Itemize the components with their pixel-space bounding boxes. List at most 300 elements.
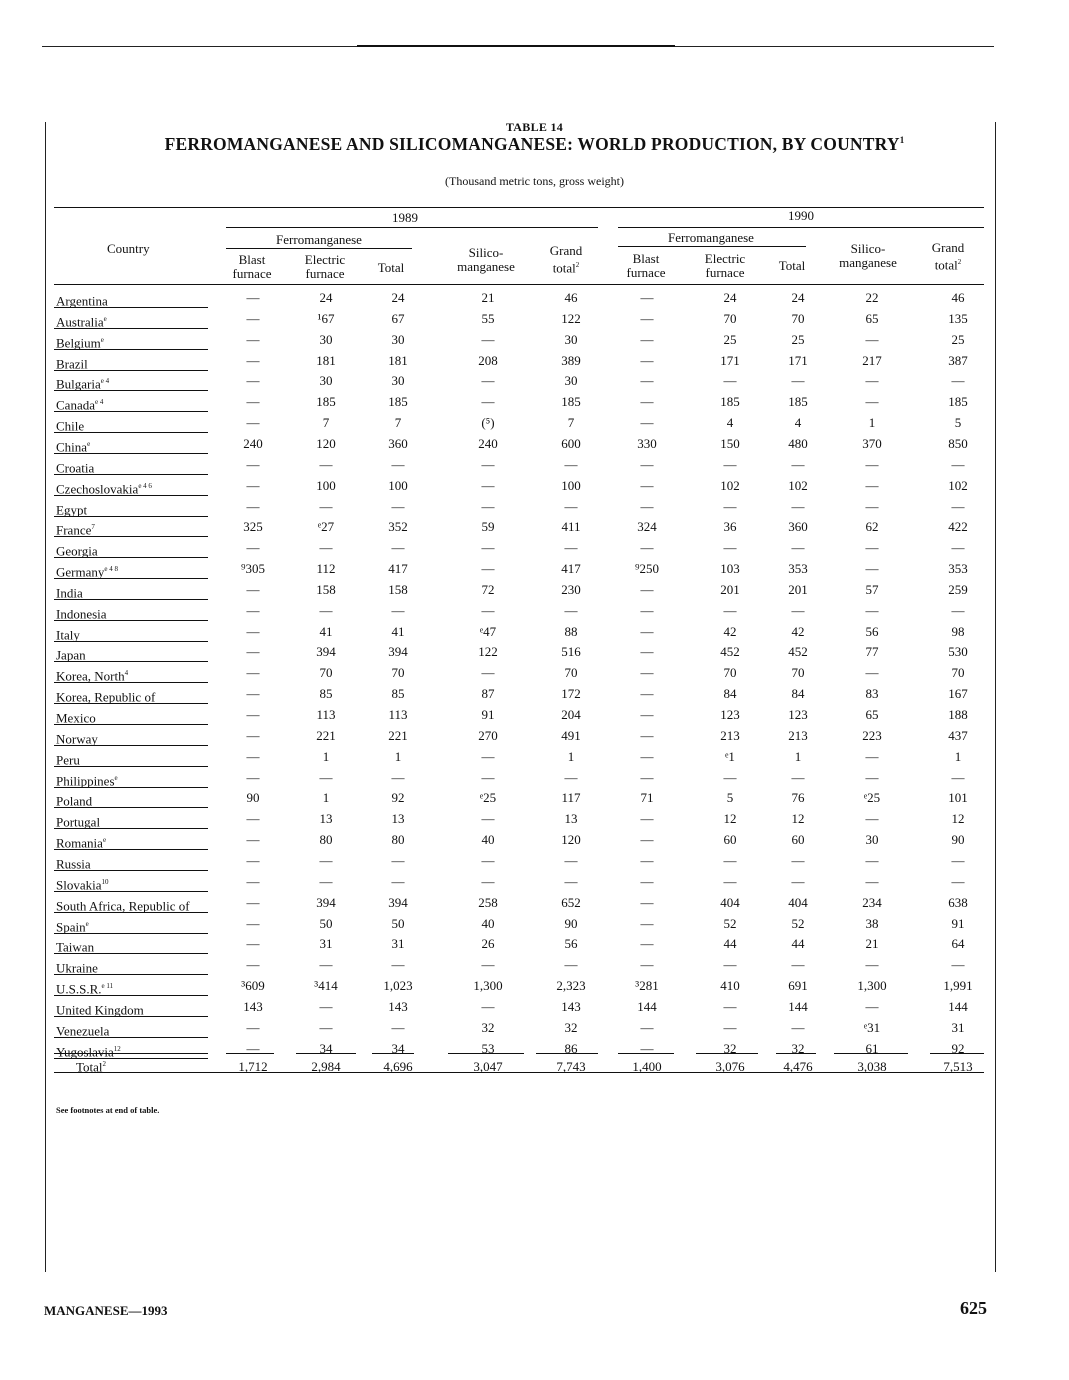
value-cell: 102: [788, 477, 808, 493]
value-cell: ᵉ31: [863, 1019, 881, 1035]
value-cell: —: [791, 498, 805, 514]
country-name: China: [56, 439, 88, 455]
value-cell: 70: [951, 665, 965, 681]
value-cell: 55: [481, 310, 495, 326]
row-underline: [54, 370, 208, 371]
value-cell: —: [640, 1040, 654, 1056]
value-cell: 353: [788, 561, 808, 577]
value-cell: 117: [561, 790, 581, 806]
row-underline: [54, 307, 208, 308]
table-row: [0, 686, 1069, 707]
value-cell: —: [246, 373, 260, 389]
value-cell: —: [246, 665, 260, 681]
country-name: Argentina: [56, 293, 108, 309]
value-cell: 60: [791, 832, 805, 848]
value-cell: 480: [788, 435, 808, 451]
top-rule-accent: [357, 45, 675, 47]
value-cell: 56: [865, 623, 879, 639]
value-cell: —: [951, 602, 965, 618]
value-cell: —: [791, 769, 805, 785]
value-cell: 394: [316, 894, 336, 910]
value-cell: —: [723, 873, 737, 889]
value-cell: 217: [862, 352, 882, 368]
value-cell: —: [391, 1019, 405, 1035]
value-cell: 123: [788, 707, 808, 722]
value-cell: —: [640, 686, 654, 702]
value-cell: —: [865, 852, 879, 868]
value-cell: ᵉ1: [725, 748, 735, 764]
value-cell: —: [391, 852, 405, 868]
country-note: e 4: [94, 398, 104, 407]
value-cell: —: [481, 394, 495, 410]
value-cell: 26: [481, 936, 495, 952]
total-rule-c7: [696, 1053, 758, 1054]
total-rule-c9: [834, 1053, 908, 1054]
country-name: United Kingdom: [56, 1002, 144, 1018]
value-cell: 516: [561, 644, 581, 660]
row-underline: [54, 995, 208, 996]
value-cell: 1,300: [857, 978, 887, 994]
row-underline: [54, 1037, 208, 1038]
country-name: Korea, North: [56, 668, 125, 684]
value-cell: ¹67: [317, 310, 335, 326]
value-cell: —: [865, 394, 879, 410]
value-cell: —: [865, 331, 879, 347]
table-row: [0, 394, 1069, 415]
value-cell: 223: [862, 727, 882, 743]
header-bottom-rule: [54, 284, 984, 285]
page-number: 625: [960, 1298, 987, 1318]
header-electric-1990: Electric furnace: [704, 251, 746, 280]
value-cell: —: [865, 456, 879, 472]
country-note: 7: [91, 523, 95, 532]
value-cell: 46: [951, 290, 965, 305]
value-cell: 4,696: [383, 1059, 413, 1074]
value-cell: 64: [951, 936, 965, 952]
value-cell: 208: [478, 352, 498, 368]
value-cell: 80: [391, 832, 405, 848]
value-cell: —: [246, 290, 260, 305]
value-cell: —: [319, 852, 333, 868]
value-cell: —: [640, 811, 654, 827]
value-cell: 44: [723, 936, 737, 952]
value-cell: —: [640, 352, 654, 368]
value-cell: 185: [948, 394, 968, 410]
value-cell: —: [246, 310, 260, 326]
country-note: e: [103, 314, 107, 323]
value-cell: 4,476: [783, 1059, 813, 1074]
row-underline: [54, 411, 208, 412]
country-name: Total: [76, 1059, 103, 1075]
value-cell: —: [951, 456, 965, 472]
total-rule-c6: [618, 1053, 674, 1054]
value-cell: —: [951, 498, 965, 514]
value-cell: —: [951, 540, 965, 556]
value-cell: 221: [316, 727, 336, 743]
value-cell: —: [246, 1040, 260, 1056]
row-underline: [54, 849, 208, 850]
table-row: [0, 728, 1069, 749]
row-underline: [54, 974, 208, 975]
country-note: 12: [113, 1044, 121, 1053]
value-cell: —: [640, 456, 654, 472]
table-title-note: 1: [899, 135, 905, 146]
value-cell: 34: [319, 1040, 333, 1056]
value-cell: 123: [720, 707, 740, 722]
country-name: Italy: [56, 626, 80, 642]
value-cell: 84: [791, 686, 805, 702]
value-cell: 167: [948, 686, 968, 702]
value-cell: 30: [391, 331, 405, 347]
row-underline: [54, 516, 208, 517]
value-cell: 204: [561, 707, 581, 722]
table-row: [0, 936, 1069, 957]
value-cell: 13: [319, 811, 333, 827]
value-cell: 12: [791, 811, 805, 827]
value-cell: —: [723, 852, 737, 868]
value-cell: —: [791, 456, 805, 472]
value-cell: 120: [561, 832, 581, 848]
header-ferromanganese-1989: Ferromanganese: [276, 232, 362, 247]
value-cell: 638: [948, 894, 968, 910]
value-cell: 31: [319, 936, 333, 952]
value-cell: 3,076: [715, 1059, 745, 1074]
value-cell: 13: [391, 811, 405, 827]
header-country: Country: [107, 241, 150, 256]
value-cell: —: [246, 352, 260, 368]
value-cell: —: [246, 852, 260, 868]
row-underline: [54, 599, 208, 600]
value-cell: 103: [720, 561, 740, 577]
value-cell: 185: [561, 394, 581, 410]
value-cell: —: [481, 998, 495, 1014]
table-row: [0, 957, 1069, 978]
value-cell: 143: [388, 998, 408, 1014]
value-cell: 32: [481, 1019, 495, 1035]
value-cell: —: [865, 561, 879, 577]
table-row: [0, 978, 1069, 999]
value-cell: ³281: [635, 978, 659, 994]
header-ferromanganese-1990: Ferromanganese: [668, 230, 754, 245]
value-cell: —: [640, 540, 654, 556]
value-cell: —: [640, 1019, 654, 1035]
country-name: Peru: [56, 752, 80, 768]
table-row: [0, 707, 1069, 728]
value-cell: ᵉ27: [317, 519, 335, 535]
value-cell: 52: [791, 915, 805, 931]
value-cell: 404: [788, 894, 808, 910]
value-cell: 70: [319, 665, 333, 681]
value-cell: 21: [865, 936, 879, 952]
year2-rule: [618, 227, 984, 228]
header-blast-1990: Blast furnace: [626, 251, 666, 280]
value-cell: 100: [561, 477, 581, 493]
value-cell: —: [246, 707, 260, 722]
value-cell: 30: [564, 373, 578, 389]
value-cell: —: [319, 456, 333, 472]
value-cell: —: [246, 748, 260, 764]
value-cell: 353: [948, 561, 968, 577]
value-cell: 389: [561, 352, 581, 368]
table-row: [0, 1020, 1069, 1041]
value-cell: 32: [564, 1019, 578, 1035]
value-cell: 32: [723, 1040, 737, 1056]
value-cell: 1: [567, 748, 575, 764]
table-row: [0, 332, 1069, 353]
value-cell: 143: [561, 998, 581, 1014]
value-cell: —: [246, 894, 260, 910]
value-cell: —: [481, 331, 495, 347]
country-name: South Africa, Republic of: [56, 897, 190, 913]
value-cell: —: [640, 310, 654, 326]
header-total-1990: Total: [778, 258, 806, 273]
value-cell: —: [391, 957, 405, 973]
value-cell: —: [723, 957, 737, 973]
table-row: [0, 999, 1069, 1020]
value-cell: 40: [481, 915, 495, 931]
value-cell: 600: [561, 435, 581, 451]
table-row: [0, 311, 1069, 332]
value-cell: 70: [791, 665, 805, 681]
value-cell: 70: [391, 665, 405, 681]
value-cell: 91: [481, 707, 495, 722]
country-name: Egypt: [56, 501, 88, 517]
ferro2-rule: [618, 246, 806, 247]
value-cell: 171: [720, 352, 740, 368]
table-row: [0, 770, 1069, 791]
value-cell: 31: [951, 1019, 965, 1035]
value-cell: —: [640, 331, 654, 347]
country-name: Yugoslavia: [56, 1043, 114, 1059]
value-cell: 59: [481, 519, 495, 535]
value-cell: 32: [791, 1040, 805, 1056]
value-cell: 172: [561, 686, 581, 702]
value-cell: 85: [319, 686, 333, 702]
row-underline: [54, 787, 208, 788]
value-cell: —: [246, 727, 260, 743]
table-row: [0, 624, 1069, 645]
value-cell: 7,743: [556, 1059, 586, 1074]
value-cell: 65: [865, 310, 879, 326]
value-cell: 13: [564, 811, 578, 827]
value-cell: 30: [564, 331, 578, 347]
value-cell: 70: [723, 310, 737, 326]
table-row: [0, 603, 1069, 624]
value-cell: 144: [948, 998, 968, 1014]
country-name: Germany: [56, 564, 105, 580]
country-name: Croatia: [56, 460, 95, 476]
value-cell: —: [951, 873, 965, 889]
value-cell: —: [391, 602, 405, 618]
value-cell: 213: [720, 727, 740, 743]
country-name: Philippines: [56, 772, 115, 788]
value-cell: —: [246, 581, 260, 597]
footnote: See footnotes at end of table.: [56, 1105, 160, 1115]
country-name: Poland: [56, 793, 93, 809]
table-row: [0, 436, 1069, 457]
value-cell: —: [865, 477, 879, 493]
value-cell: 52: [723, 915, 737, 931]
value-cell: —: [246, 415, 260, 431]
value-cell: 57: [865, 581, 879, 597]
country-name: Chile: [56, 418, 85, 434]
value-cell: —: [564, 957, 578, 973]
value-cell: 4: [794, 415, 802, 431]
value-cell: —: [640, 832, 654, 848]
country-name: Bulgaria: [56, 376, 101, 392]
value-cell: 7: [567, 415, 575, 431]
value-cell: 850: [948, 435, 968, 451]
value-cell: —: [865, 498, 879, 514]
total-rule-c2: [296, 1053, 356, 1054]
value-cell: —: [723, 540, 737, 556]
value-cell: —: [481, 498, 495, 514]
value-cell: —: [791, 373, 805, 389]
country-name: France: [56, 522, 92, 538]
value-cell: 259: [948, 581, 968, 597]
value-cell: 452: [720, 644, 740, 660]
value-cell: —: [640, 290, 654, 305]
table-row: [0, 874, 1069, 895]
value-cell: 25: [791, 331, 805, 347]
value-cell: 72: [481, 581, 495, 597]
total-rule-c10: [930, 1053, 984, 1054]
country-note: e 4: [100, 377, 110, 386]
table-subtitle: (Thousand metric tons, gross weight): [445, 174, 624, 188]
value-cell: —: [865, 373, 879, 389]
row-underline: [54, 349, 208, 350]
value-cell: 44: [791, 936, 805, 952]
value-cell: 135: [948, 310, 968, 326]
value-cell: 34: [391, 1040, 405, 1056]
row-underline: [54, 661, 208, 662]
value-cell: —: [640, 915, 654, 931]
value-cell: 387: [948, 352, 968, 368]
value-cell: 42: [791, 623, 805, 639]
country-note: e: [87, 439, 91, 448]
value-cell: 84: [723, 686, 737, 702]
value-cell: —: [481, 957, 495, 973]
value-cell: —: [564, 602, 578, 618]
value-cell: 352: [388, 519, 408, 535]
table-row: [0, 916, 1069, 937]
row-underline: [54, 536, 208, 537]
value-cell: 185: [788, 394, 808, 410]
country-name: India: [56, 585, 83, 601]
value-cell: 652: [561, 894, 581, 910]
row-underline: [54, 453, 208, 454]
row-underline: [54, 912, 208, 913]
value-cell: —: [246, 686, 260, 702]
value-cell: 46: [564, 290, 578, 305]
value-cell: 21: [481, 290, 495, 305]
value-cell: 1,300: [473, 978, 503, 994]
value-cell: —: [951, 957, 965, 973]
row-underline: [54, 870, 208, 871]
country-note: e: [85, 919, 89, 928]
table-row: [0, 832, 1069, 853]
table-row: [0, 790, 1069, 811]
value-cell: —: [246, 769, 260, 785]
value-cell: —: [246, 394, 260, 410]
value-cell: —: [723, 769, 737, 785]
value-cell: 417: [388, 561, 408, 577]
country-name: Brazil: [56, 355, 88, 371]
value-cell: —: [319, 998, 333, 1014]
value-cell: —: [865, 540, 879, 556]
value-cell: 50: [391, 915, 405, 931]
row-underline: [54, 703, 208, 704]
value-cell: —: [391, 769, 405, 785]
value-cell: 185: [720, 394, 740, 410]
value-cell: 258: [478, 894, 498, 910]
value-cell: 417: [561, 561, 581, 577]
value-cell: —: [246, 957, 260, 973]
value-cell: 201: [788, 581, 808, 597]
value-cell: 90: [246, 790, 260, 806]
value-cell: —: [481, 748, 495, 764]
value-cell: —: [791, 1019, 805, 1035]
header-silico-1990: Silico- manganese: [839, 241, 897, 270]
value-cell: 86: [564, 1040, 578, 1056]
total-rule-c5: [536, 1053, 598, 1054]
row-underline: [54, 828, 208, 829]
value-cell: 30: [865, 832, 879, 848]
value-cell: 185: [388, 394, 408, 410]
value-cell: 24: [723, 290, 737, 305]
value-cell: —: [951, 373, 965, 389]
value-cell: 171: [788, 352, 808, 368]
value-cell: 411: [561, 519, 581, 535]
value-cell: —: [865, 769, 879, 785]
value-cell: 70: [791, 310, 805, 326]
value-cell: 491: [561, 727, 581, 743]
value-cell: —: [246, 623, 260, 639]
value-cell: —: [865, 748, 879, 764]
value-cell: 98: [951, 623, 965, 639]
table-title-text: FERROMANGANESE AND SILICOMANGANESE: WORLD PRODUCTION, BY COUNTRY: [164, 134, 900, 154]
value-cell: 2,323: [556, 978, 586, 994]
country-name: Norway: [56, 731, 98, 747]
row-underline: [54, 724, 208, 725]
value-cell: —: [951, 852, 965, 868]
value-cell: 360: [388, 435, 408, 451]
country-note: 2: [102, 1060, 107, 1068]
row-underline: [54, 766, 208, 767]
value-cell: —: [246, 832, 260, 848]
value-cell: 530: [948, 644, 968, 660]
value-cell: 370: [862, 435, 882, 451]
value-cell: 213: [788, 727, 808, 743]
value-cell: 185: [316, 394, 336, 410]
value-cell: —: [564, 769, 578, 785]
value-cell: 25: [723, 331, 737, 347]
value-cell: —: [481, 665, 495, 681]
value-cell: 22: [865, 290, 879, 305]
value-cell: 42: [723, 623, 737, 639]
value-cell: 101: [948, 790, 968, 806]
table-row: [0, 519, 1069, 540]
country-name: Australia: [56, 314, 104, 330]
value-cell: 90: [951, 832, 965, 848]
row-underline: [54, 557, 208, 558]
value-cell: —: [391, 456, 405, 472]
value-cell: ᵉ47: [479, 623, 497, 639]
value-cell: 30: [319, 331, 333, 347]
value-cell: —: [640, 957, 654, 973]
value-cell: ⁹250: [634, 561, 660, 577]
country-name: Korea, Republic of: [56, 689, 156, 705]
